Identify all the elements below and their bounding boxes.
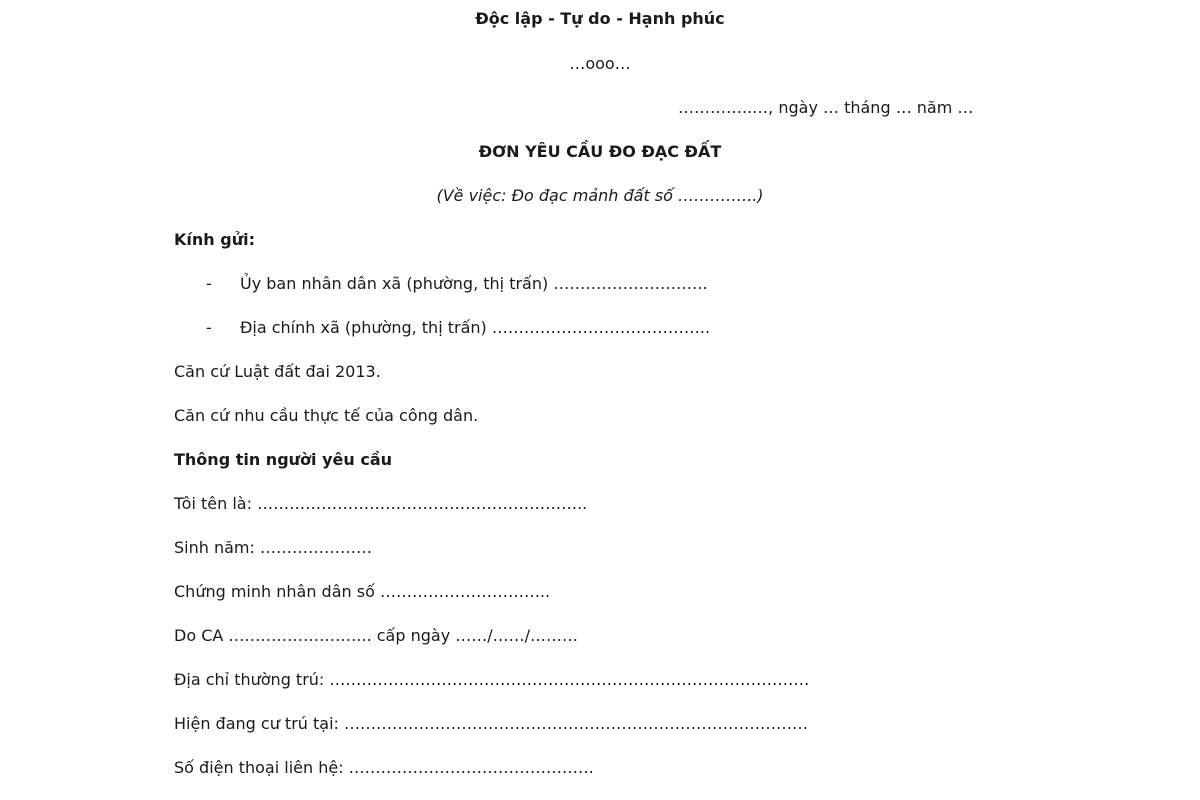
field-id-issue: Do CA ……………………... cấp ngày ……/……/……… [174,626,579,645]
field-phone: Số điện thoại liên hệ: ………………………………………. [174,758,594,777]
list-dash: - [206,274,212,293]
national-motto: Độc lập - Tự do - Hạnh phúc [475,9,725,28]
field-birth-year: Sinh năm: ………………… [174,538,372,557]
recipient-item [206,274,708,294]
basis-law: Căn cứ Luật đất đai 2013. [174,362,381,381]
field-id-number: Chứng minh nhân dân số ………………………….. [174,582,551,601]
requester-heading: Thông tin người yêu cầu [174,450,392,469]
motto-separator: …ooo… [569,54,631,73]
recipient-item [206,318,710,338]
recipient-text: Ủy ban nhân dân xã (phường, thị trấn) ……………………….. [240,274,708,293]
document-subject: (Về việc: Đo đạc mảnh đất số …………...) [436,186,764,205]
recipient-text: Địa chính xã (phường, thị trấn) ………………………………….. [240,318,711,337]
date-line: …………..…, ngày … tháng … năm … [678,98,974,117]
field-name: Tôi tên là: …………………………………………………….. [174,494,588,513]
list-dash: - [206,318,212,337]
document-title: ĐƠN YÊU CẦU ĐO ĐẠC ĐẤT [478,142,722,161]
field-permanent-address: Địa chỉ thường trú: ……………………………………………………………………………… [174,670,810,689]
recipients-heading: Kính gửi: [174,230,255,249]
basis-need: Căn cứ nhu cầu thực tế của công dân. [174,406,479,425]
field-current-residence: Hiện đang cư trú tại: …………………………………………………………………………… [174,714,808,733]
